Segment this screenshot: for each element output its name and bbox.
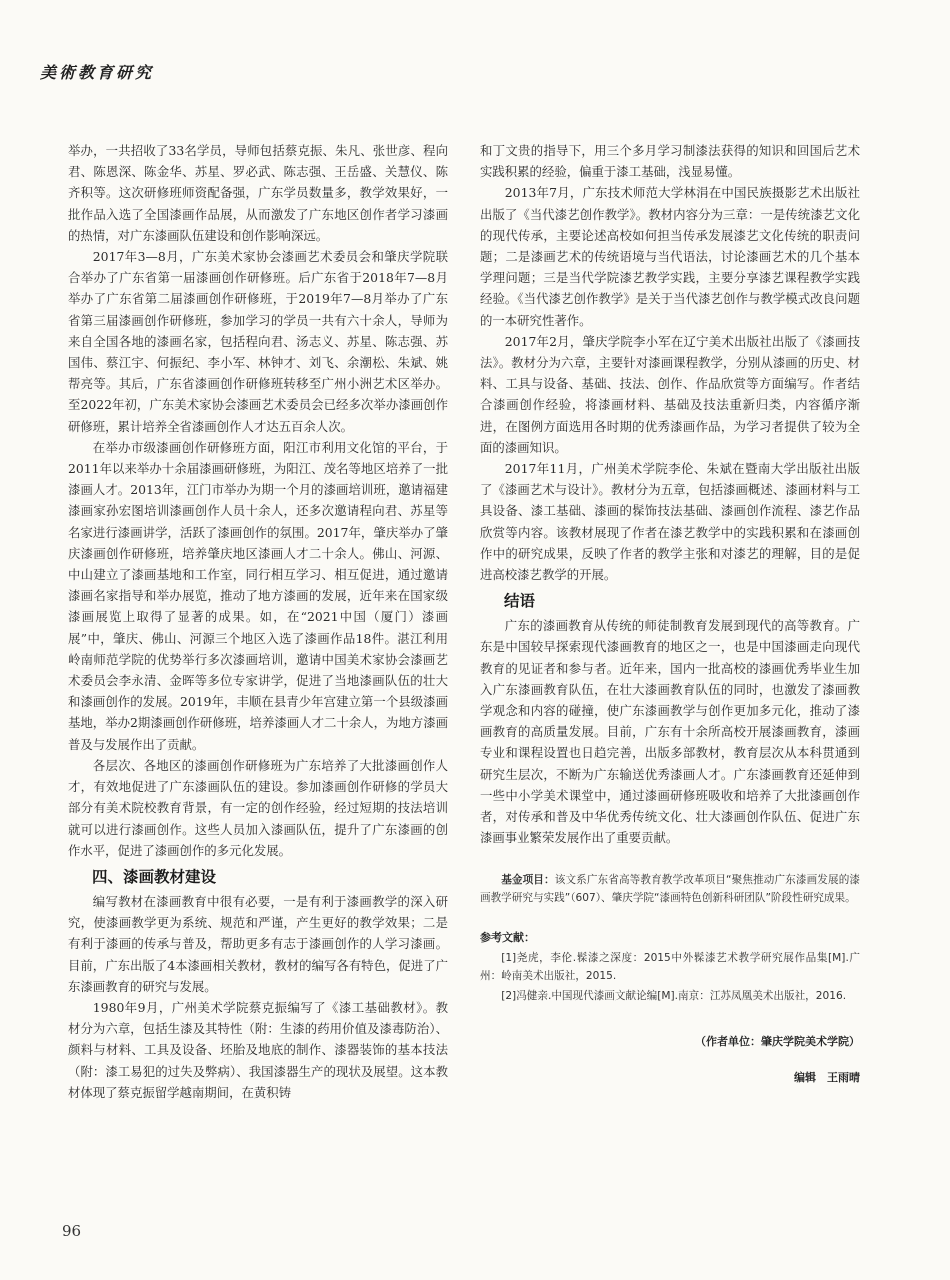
fund-label: 基金项目：	[501, 873, 555, 886]
editor-credit: 编辑 王雨晴	[794, 1070, 860, 1084]
fund-note	[480, 871, 860, 907]
paragraph: 2017年3—8月，广东美术家协会漆画艺术委员会和肇庆学院联合举办了广东省第一届漆画创作研修班。后广东省于2018年7—8月举办了广东省第二届漆画创作研修班，于2019年7—8月举办了广东省第三届漆画创作研修班，参加学习的学员一共有六十余人，导师为来自全国各地的漆画名家，包括程向君、汤志义、苏星、陈志强、苏国伟、蔡江宇、何振纪、李小军、林钟才、刘飞、余潮松、朱斌、姚帮亮等。其后，广东省漆画创作研修班转移至广州小洲艺术区举办。至2022年初，广东美术家协会漆画艺术委员会已经多次举办漆画创作研修班，累计培养全省漆画创作人才达五百余人次。	[68, 249, 448, 434]
right-column	[480, 140, 860, 1085]
paragraph: 广东的漆画教育从传统的师徒制教育发展到现代的高等教育。广东是中国较早探索现代漆画教育的地区之一，也是中国漆画走向现代教育的见证者和参与者。近年来，国内一批高校的漆画优秀毕业生加入广东漆画教育队伍，在壮大漆画教育队伍的同时，也激发了漆画教学观念和内容的碰撞，使广东漆画教学与创作更加多元化，推动了漆画教育的高质量发展。目前，广东有十余所高校开展漆画教育，漆画专业和课程设置也日趋完善，出版多部教材，教育层次从本科贯通到研究生层次，不断为广东输送优秀漆画人才。广东漆画教育还延伸到一些中小学美术课堂中，通过漆画研修班吸收和培养了大批漆画创作者，对传承和普及中华优秀传统文化、壮大漆画创作队伍、促进广东漆画事业繁荣发展作出了重要贡献。	[480, 618, 860, 846]
page-number: 96	[62, 1222, 82, 1240]
paragraph: 编写教材在漆画教育中很有必要，一是有利于漆画教学的深入研究，使漆画教学更为系统、规范和严谨，产生更好的教学效果；二是有利于漆画的传承与普及，帮助更多有志于漆画创作的人学习漆画。目前，广东出版了4本漆画相关教材，教材的编写各有特色，促进了广东漆画教育的研究与发展。	[68, 893, 448, 994]
paragraph: 举办，一共招收了33名学员，导师包括蔡克振、朱凡、张世彦、程向君、陈恩深、陈金华、苏星、罗必武、陈志强、王岳盛、关慧仪、陈齐积等。这次研修班师资配备强，广东学员数量多，教学效果好，一批作品入选了全国漆画作品展，从而激发了广东地区创作者学习漆画的热情，对广东漆画队伍建设和创作影响深远。	[68, 143, 448, 243]
left-column	[68, 140, 448, 1103]
reference-item: [2]冯健亲.中国现代漆画文献论编[M].南京：江苏凤凰美术出版社，2016.	[501, 989, 847, 1002]
paragraph: 2013年7月，广东技术师范大学林涓在中国民族摄影艺术出版社出版了《当代漆艺创作教学》。教材内容分为三章：一是传统漆艺文化的现代传承，主要论述高校如何担当传承发展漆艺文化传统的职责问题；二是漆画艺术的传统语境与当代语法，讨论漆画艺术的几个基本学理问题；三是当代学院漆艺教学实践，主要分享漆艺课程教学实践经验。《当代漆艺创作教学》是关于当代漆艺创作与教学模式改良问题的一本研究性著作。	[480, 185, 860, 328]
paragraph: 在举办市级漆画创作研修班方面，阳江市利用文化馆的平台，于2011年以来举办十余届漆画研修班，为阳江、茂名等地区培养了一批漆画人才。2013年，江门市举办为期一个月的漆画培训班，邀请福建漆画家孙宏图培训漆画创作人员十余人，还多次邀请程向君、苏星等名家进行漆画讲学，活跃了漆画创作的氛围。2017年，肇庆举办了肇庆漆画创作研修班，培养肇庆地区漆画人才二十余人。佛山、河源、中山建立了漆画基地和工作室，同行相互学习、相互促进，通过邀请漆画名家指导和举办展览，推动了地方漆画的发展，近年来在国家级漆画展览上取得了显著的成果。如，在“2021中国（厦门）漆画展”中，肇庆、佛山、河源三个地区入选了漆画作品18件。湛江利用岭南师范学院的优势举行多次漆画培训，邀请中国美术家协会漆画艺术委员会李永清、金晖等多位专家讲学，促进了当地漆画队伍的壮大和漆画创作的发展。2019年，丰顺在县青少年宫建立第一个县级漆画基地，举办2期漆画创作研修班，培养漆画人才二十余人，为地方漆画普及与发展作出了贡献。	[68, 439, 448, 752]
paragraph: 1980年9月，广州美术学院蔡克振编写了《漆工基础教材》。教材分为六章，包括生漆及其特性（附：生漆的药用价值及漆毒防治）、颜料与材料、工具及设备、坯胎及地底的制作、漆器装饰的基本技法（附：漆工易犯的过失及弊病）、我国漆器生产的现状及展望。这本教材体现了蔡克振留学越南期间，在黄积铸	[68, 999, 448, 1100]
section-heading: 四、漆画教材建设	[92, 867, 217, 886]
journal-title: 美術教育研究	[40, 63, 155, 82]
references-title: 参考文献：	[480, 930, 535, 944]
fund-text: 该文系广东省高等教育教学改革项目“聚焦推动广东漆画发展的漆画教学研究与实践”（607）、肇庆学院“漆画特色创新科研团队”阶段性研究成果。	[480, 873, 861, 904]
paragraph: 2017年2月，肇庆学院李小军在辽宁美术出版社出版了《漆画技法》。教材分为六章，主要针对漆画课程教学，分别从漆画的历史、材料、工具与设备、基础、技法、创作、作品欣赏等方面编写。作者结合漆画创作经验，将漆画材料、基础及技法重新归类，内容循序渐进，在图例方面选用各时期的优秀漆画作品，为学习者提供了较为全面的漆画知识。	[480, 333, 860, 455]
paragraph: 2017年11月，广州美术学院李伦、朱斌在暨南大学出版社出版了《漆画艺术与设计》。教材分为五章，包括漆画概述、漆画材料与工具设备、漆工基础、漆画的髹饰技法基础、漆画创作流程、漆艺作品欣赏等内容。该教材展现了作者在漆艺教学中的实践积累和在漆画创作中的研究成果，反映了作者的教学主张和对漆艺的理解，目的是促进高校漆艺教学的开展。	[480, 461, 860, 583]
author-unit: （作者单位：肇庆学院美术学院）	[695, 1034, 860, 1048]
reference-item: [1]尧虎，李伦.髹漆之深度：2015中外髹漆艺术教学研究展作品集[M].广州：岭南美术出版社，2015.	[480, 951, 860, 982]
paragraph: 各层次、各地区的漆画创作研修班为广东培养了大批漆画创作人才，有效地促进了广东漆画队伍的建设。参加漆画创作研修的学员大部分有美术院校教育背景，有一定的创作经验，经过短期的技法培训就可以进行漆画创作。这些人员加入漆画队伍，提升了广东漆画的创作水平，促进了漆画创作的多元化发展。	[68, 757, 448, 858]
paragraph: 和丁文贵的指导下，用三个多月学习制漆法获得的知识和回国后艺术实践积累的经验，偏重于漆工基础，浅显易懂。	[480, 143, 860, 180]
conclusion-heading: 结语	[504, 592, 536, 611]
